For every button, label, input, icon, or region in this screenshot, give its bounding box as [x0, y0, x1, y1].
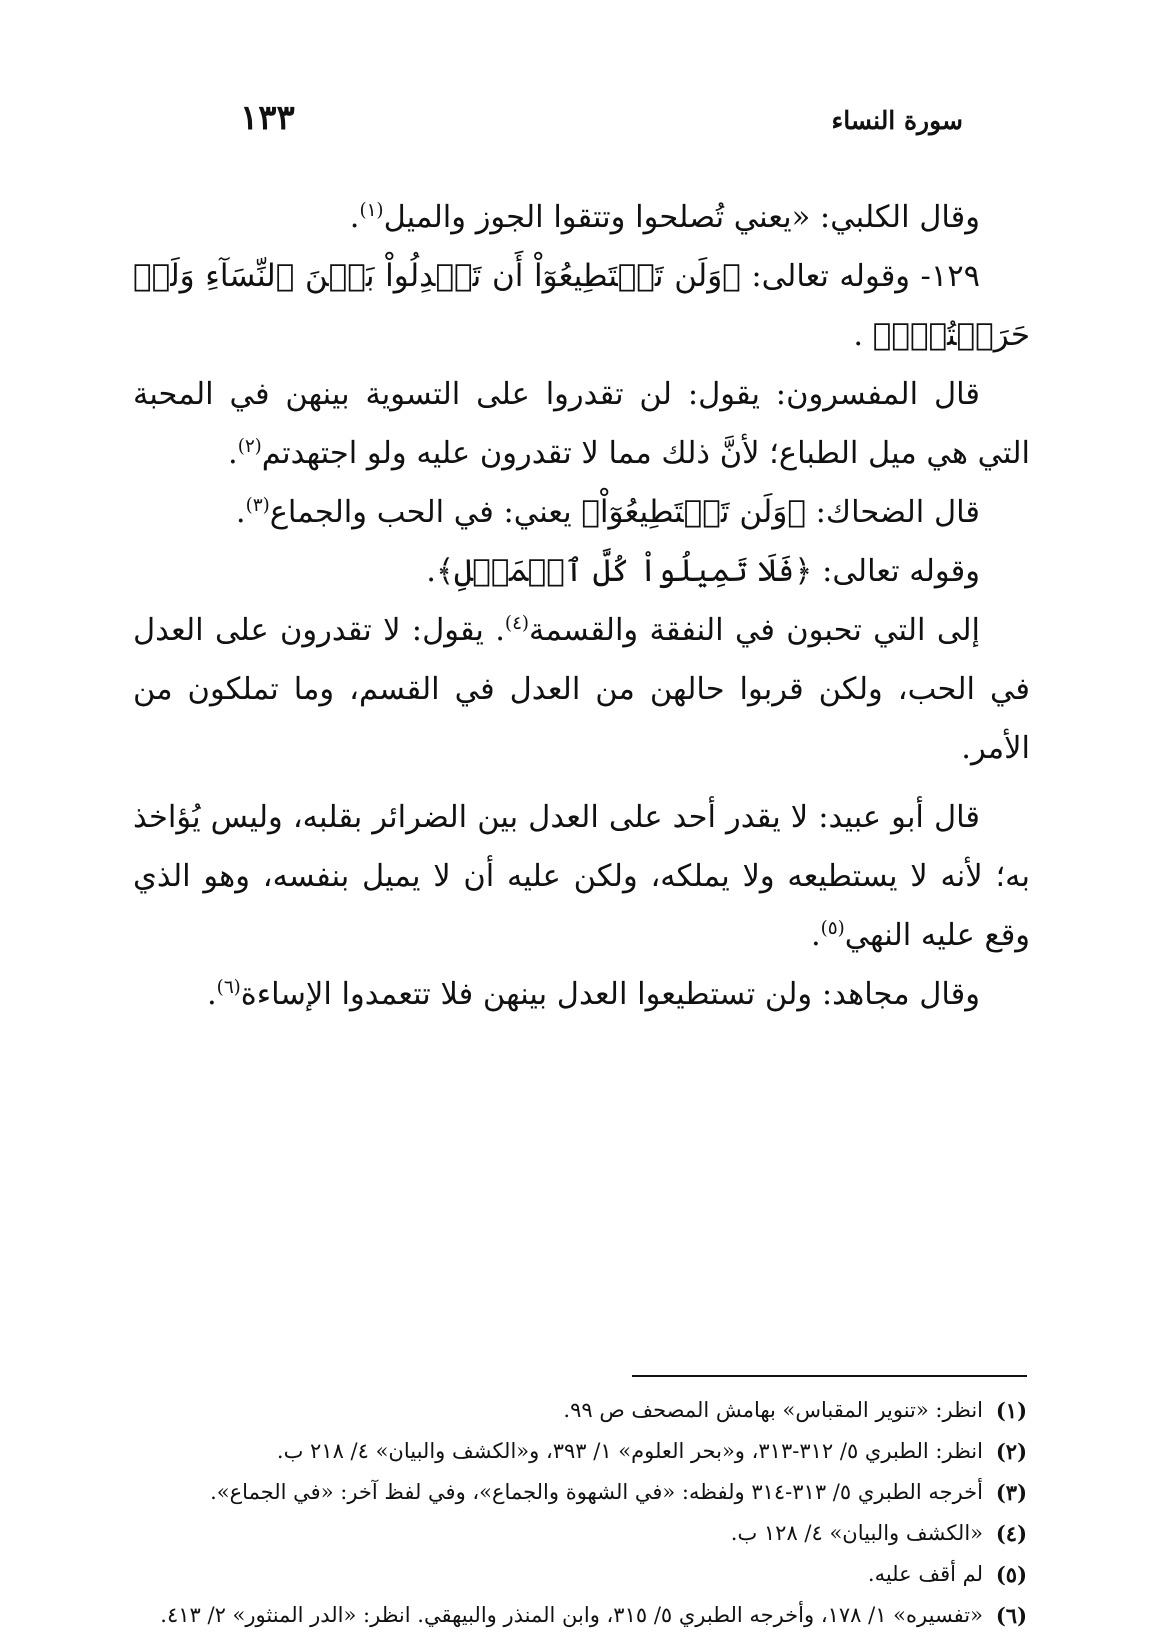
quran-quote: ﴿وَلَن تَسۡتَطِيعُوٓاْ﴾: [581, 494, 806, 530]
footnote-number: (٥): [995, 1562, 1027, 1587]
punctuation: .: [810, 918, 821, 953]
paragraph-text: يعني: في الحب والجماع: [269, 495, 582, 530]
paragraph-text: قال أبو عبيد: لا يقدر أحد على العدل بين الضرائر بقلبه، وليس يُؤاخذ به؛ لأنه لا يستطيعه ولا يملكه، ولكن عليه أن لا يميل بنفسه، وهو الذي وقع عليه النهي: [133, 800, 1030, 953]
quran-quote: ﴿فَلَا تَمِيلُواْ كُلَّ ٱلۡمَيۡلِ﴾: [435, 553, 813, 589]
footnote-item: [133, 1474, 1027, 1511]
main-text: [133, 188, 1030, 1024]
paragraph-kalbi: [133, 188, 1030, 247]
paragraph-verse-129: [133, 247, 1030, 365]
footnote-item: [133, 1433, 1027, 1470]
paragraph-text: قال المفسرون: يقول: لن تقدروا على التسوية بينهن في المحبة التي هي ميل الطباع؛ لأنَّ ذلك مما لا تقدرون عليه ولو اجتهدتم: [133, 377, 1030, 471]
page-number: ١٣٣: [240, 98, 295, 138]
footnote-ref: (٤): [504, 612, 530, 634]
footnotes: [133, 1392, 1027, 1638]
footnote-ref: (٣): [245, 494, 270, 516]
paragraph-text: قال الضحاك:: [805, 495, 980, 530]
surah-title: سورة النساء: [831, 106, 963, 135]
footnote-divider: [632, 1375, 1027, 1377]
punctuation: .: [227, 436, 238, 471]
footnote-ref: (٢): [237, 435, 262, 457]
footnote-item: [133, 1392, 1027, 1429]
footnote-text: أخرجه الطبري ٥/ ٣١٣-٣١٤ ولفظه: «في الشهوة والجماع»، وفي لفظ آخر: «في الجماع».: [210, 1480, 983, 1504]
footnote-item: [133, 1556, 1027, 1593]
punctuation: .: [235, 495, 246, 530]
footnote-text: لم أقف عليه.: [867, 1562, 983, 1586]
footnote-number: (٦): [995, 1603, 1027, 1628]
paragraph-nafaqa: [133, 601, 1030, 778]
footnote-ref: (٦): [216, 976, 241, 998]
paragraph-text: . يقول: لا تقدرون على العدل في الحب، ولكن قربوا حالهن من العدل في القسم، وما تملكون من الأمر.: [133, 613, 1030, 766]
verse-intro: وقوله تعالى:: [812, 554, 980, 589]
footnote-text: «الكشف والبيان» ٤/ ١٢٨ ب.: [730, 1521, 983, 1545]
footnote-number: (١): [995, 1398, 1027, 1423]
footnote-text: انظر: «تنوير المقباس» بهامش المصحف ص ٩٩.: [563, 1398, 983, 1422]
paragraph-verse-mayl: [133, 542, 1030, 601]
footnote-number: (٤): [995, 1521, 1027, 1546]
punctuation: .: [853, 318, 873, 353]
paragraph-mujahid: [133, 965, 1030, 1024]
paragraph-text: وقال الكلبي: «يعني تُصلحوا وتتقوا الجوز والميل: [383, 200, 980, 235]
punctuation: .: [349, 200, 360, 235]
footnote-ref: (١): [359, 199, 384, 221]
paragraph-text: إلى التي تحبون في النفقة والقسمة: [529, 613, 981, 648]
footnote-number: (٢): [995, 1439, 1027, 1464]
paragraph-text: وقال مجاهد: ولن تستطيعوا العدل بينهن فلا تتعمدوا الإساءة: [240, 977, 980, 1012]
verse-intro: ١٢٩- وقوله تعالى:: [740, 259, 980, 294]
page-header: [200, 98, 963, 148]
footnote-ref: (٥): [820, 917, 845, 939]
footnote-text: «تفسيره» ١/ ١٧٨، وأخرجه الطبري ٥/ ٣١٥، وابن المنذر والبيهقي. انظر: «الدر المنثور» ٢/ ٤١٣.: [160, 1603, 983, 1627]
quran-quote: ﴿وَلَن تَسۡتَطِيعُوٓاْ أَن تَعۡدِلُواْ بَيۡنَ ٱلنِّسَآءِ وَلَوۡ حَرَصۡتُمۡۖ﴾: [133, 258, 1030, 353]
paragraph-mufassirun: [133, 365, 1030, 483]
footnote-item: [133, 1597, 1027, 1634]
paragraph-dahhak: [133, 483, 1030, 542]
punctuation: .: [426, 554, 436, 589]
footnote-text: انظر: الطبري ٥/ ٣١٢-٣١٣، و«بحر العلوم» ١/ ٣٩٣، و«الكشف والبيان» ٤/ ٢١٨ ب.: [276, 1439, 983, 1463]
footnote-item: [133, 1515, 1027, 1552]
punctuation: .: [206, 977, 217, 1012]
footnote-number: (٣): [995, 1480, 1027, 1505]
paragraph-abu-ubaid: [133, 788, 1030, 965]
